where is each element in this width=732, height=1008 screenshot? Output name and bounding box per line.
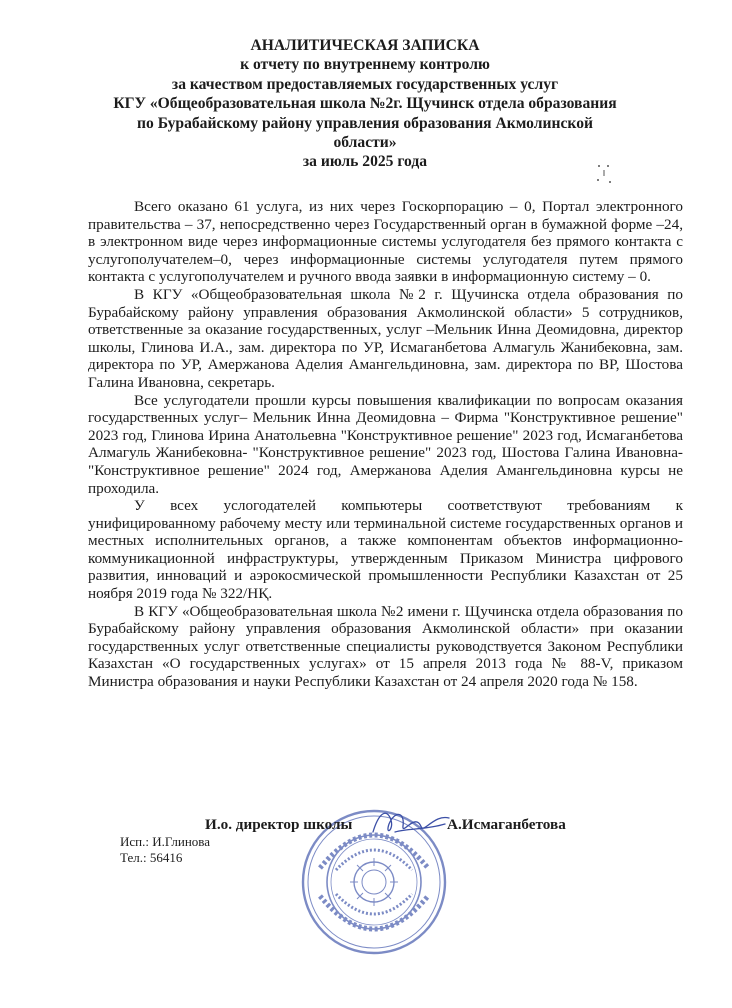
document-heading bbox=[100, 36, 630, 172]
paragraph-services-count: Всего оказано 61 услуга, из них через Госкорпорацию – 0, Портал электронного правительства – 37, непосредственно через Государственный орган в бумажной форме –24, в электронном виде через информационные системы услугодателя без прямого контакта с услугополучателем–0, через информационные системы услугодателя путем прямого контакта с услугополучателем и ручного ввода заявки в информационную систему – 0. bbox=[88, 198, 683, 286]
signatory-name: А.Исмаганбетова bbox=[447, 816, 566, 833]
document-body bbox=[88, 198, 683, 691]
paragraph-staff: В КГУ «Общеобразовательная школа №2 г. Щучинска отдела образования по Бурабайскому району управления образования Акмолинской области» 5 сотрудников, ответственные за оказание государственных, услуг –Мельник Инна Деомидовна, директор школы, Глинова И.А., зам. директора по УР, Исмаганбетова Алмагуль Жанибековна, зам. директора по УР, Амержанова Аделия Амангельдиновна, зам. директора по ВР, Шостова Галина Ивановна, секретарь. bbox=[88, 285, 683, 391]
heading-org-line-3: области» bbox=[333, 134, 397, 152]
signatory-role: И.о. директор школы bbox=[205, 816, 353, 833]
handwritten-signature bbox=[365, 802, 455, 844]
heading-title: АНАЛИТИЧЕСКАЯ ЗАПИСКА bbox=[250, 37, 480, 54]
heading-period: за июль 2025 года bbox=[302, 153, 428, 171]
executor-info bbox=[120, 834, 210, 866]
paragraph-legislation: В КГУ «Общеобразовательная школа №2 имени г. Щучинска отдела образования по Бурабайскому району управления образования Акмолинской области» при оказании государственных услуг ответственные специалисты руководствуется Законом Республики Казахстан «О государственных услугах» от 15 апреля 2013 года № 88-V, приказом Министра образования и науки Республики Казахстан от 24 апреля 2020 года № 158. bbox=[88, 602, 683, 691]
heading-subtitle-2: за качеством предоставляемых государственных услуг bbox=[171, 75, 559, 93]
executor-phone: Тел.: 56416 bbox=[120, 850, 183, 865]
scan-marks bbox=[594, 162, 614, 186]
executor-name: Исп.: И.Глинова bbox=[120, 834, 211, 849]
paragraph-computers: У всех услогодателей компьютеры соответствуют требованиям к унифицированному рабочему месту или терминальной системе государственных органов и местных исполнительных органов, а также компонентам объектов информационно-коммуникационной инфраструктуры, утвержденным Приказом Министра цифрового развития, инноваций и аэрокосмической промышленности Республики Казахстан от 25 ноября 2019 года № 322/НҚ. bbox=[88, 497, 683, 603]
heading-org-line-1: КГУ «Общеобразовательная школа №2г. Щучинск отдела образования bbox=[113, 95, 617, 113]
heading-subtitle-1: к отчету по внутреннему контролю bbox=[240, 56, 490, 74]
paragraph-training: Все услугодатели прошли курсы повышения квалификации по вопросам оказания государственных услуг– Мельник Инна Деомидовна – Фирма "Конструктивное решение" 2023 год, Глинова Ирина Анатольевна "Конструктивное решение" 2023 год, Исмаганбетова Алмагуль Жанибековна- "Конструктивное решение" 2023 год, Шостова Галина Ивановна-"Конструктивное решение" 2024 год, Амержанова Аделия Амангельдиновна курсы не проходила. bbox=[88, 391, 683, 497]
heading-org-line-2: по Бурабайскому району управления образования Акмолинской bbox=[137, 114, 593, 132]
